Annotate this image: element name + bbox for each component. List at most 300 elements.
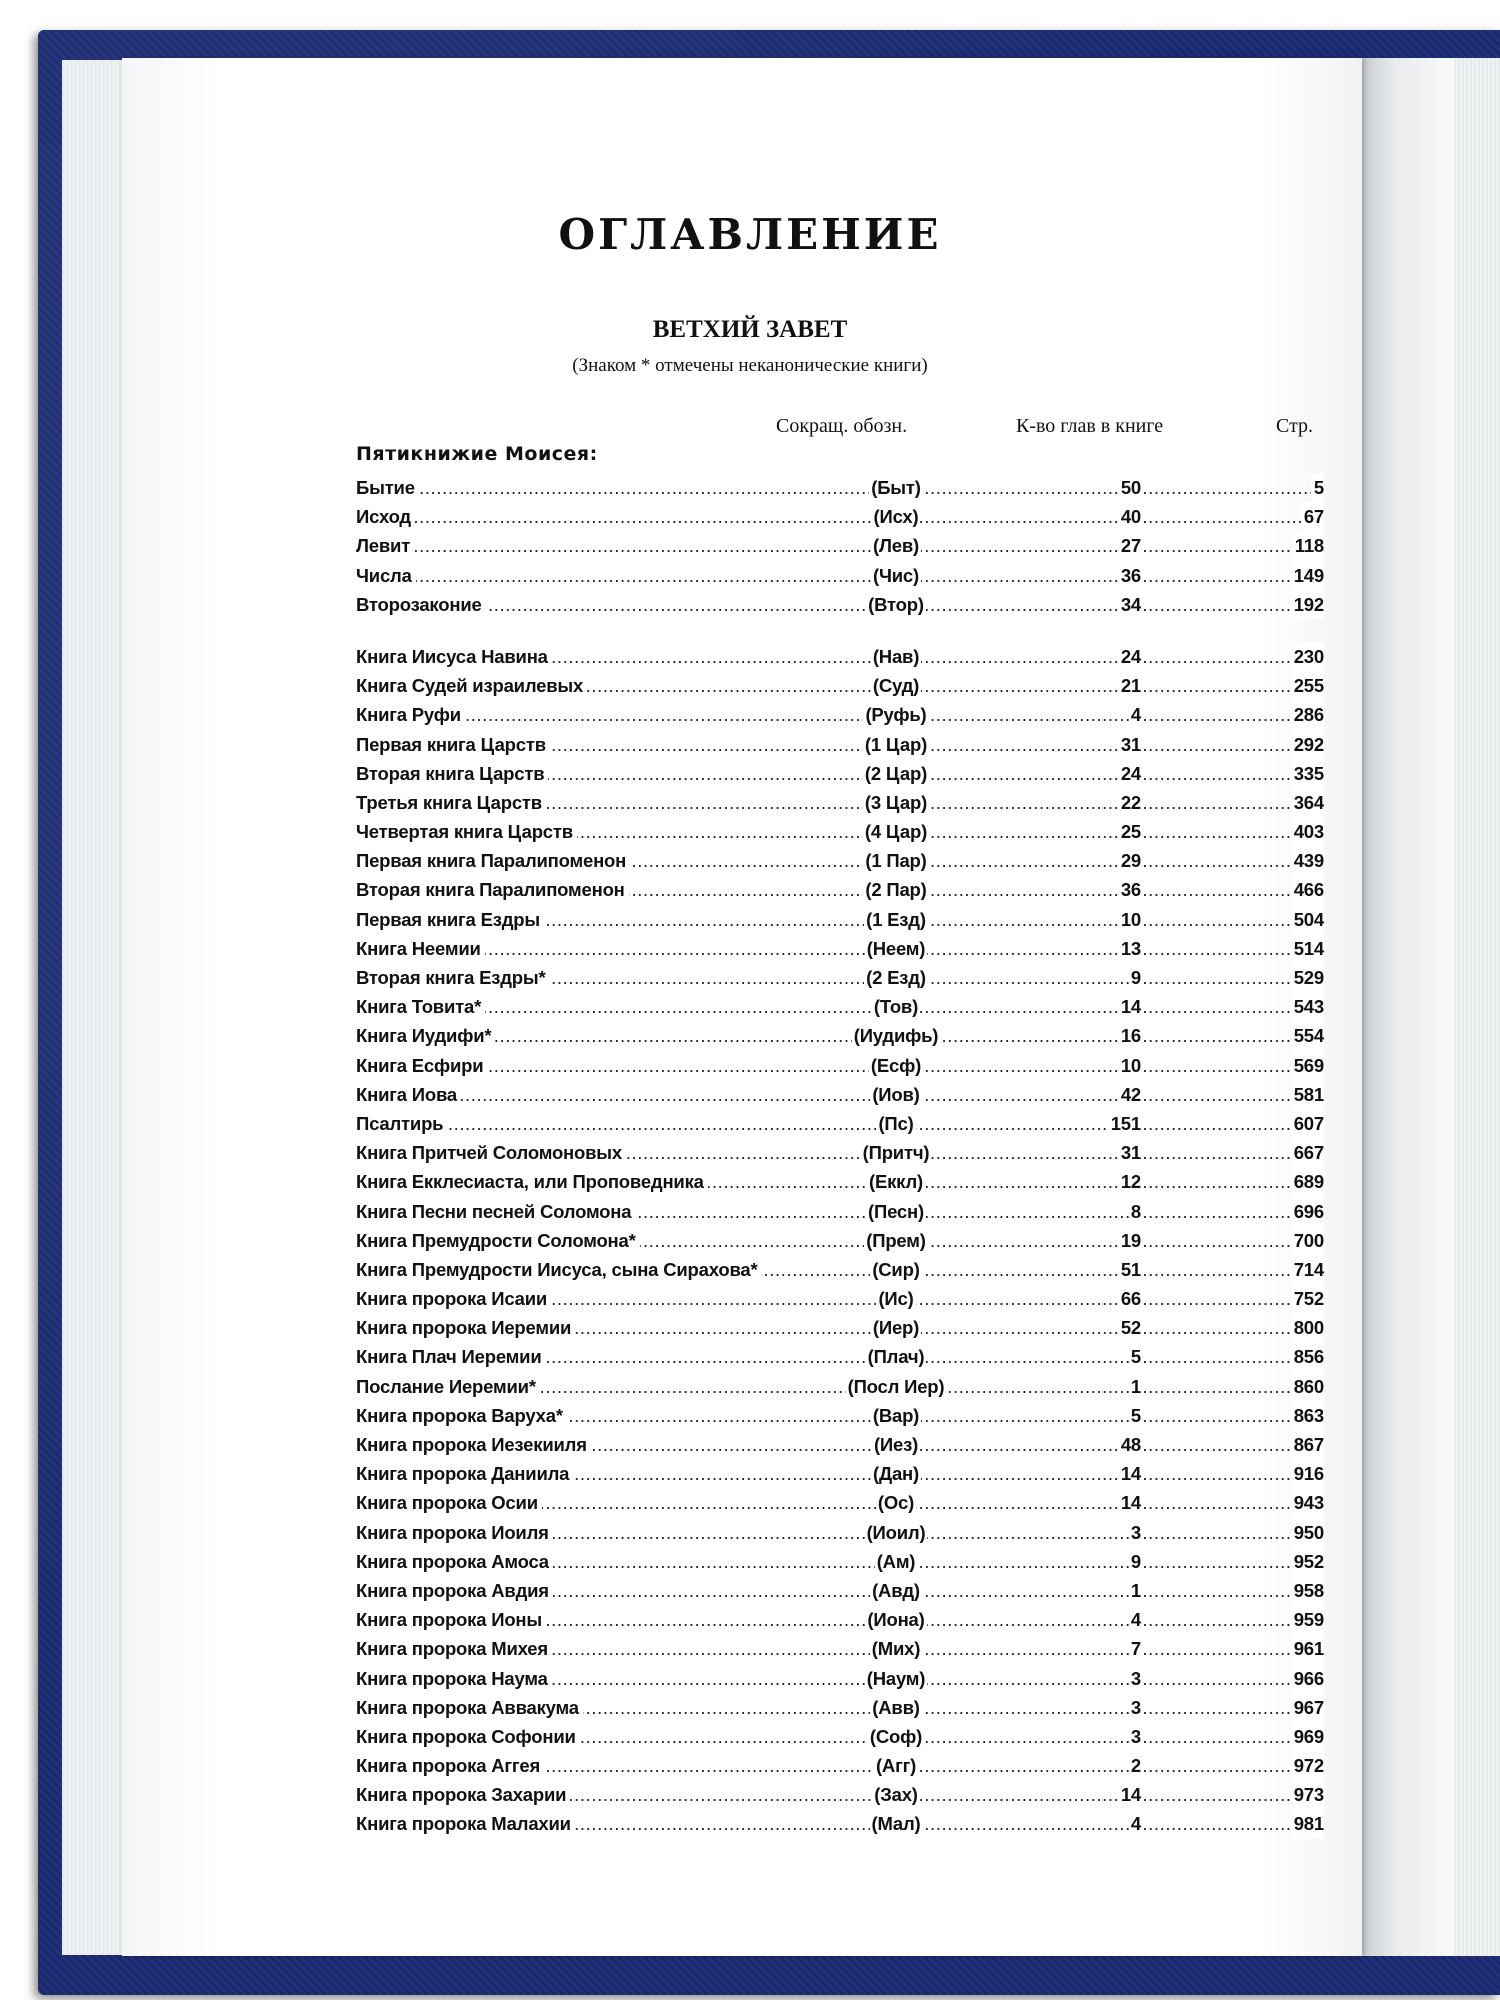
- entry-chapter-count: 14: [1120, 996, 1141, 1018]
- entry-abbr-cell: [816, 1197, 976, 1226]
- entry-chapter-count: 7: [1130, 1638, 1141, 1660]
- entry-chapter-count: 4: [1130, 704, 1141, 726]
- toc-entry[interactable]: [356, 1401, 1324, 1430]
- entry-abbreviation: (2 Езд): [866, 967, 926, 988]
- entry-book-name: Левит: [356, 531, 414, 560]
- entry-chapter-count: 24: [1120, 762, 1141, 784]
- entry-abbreviation: (Быт): [871, 477, 921, 498]
- entry-abbr-cell: [816, 905, 976, 934]
- entry-page-number: 969: [1291, 1722, 1324, 1751]
- entry-abbr-cell: [816, 759, 976, 788]
- entry-abbreviation: (Дан): [873, 1463, 919, 1485]
- entry-chapters-cell: [1078, 1605, 1143, 1634]
- entry-abbreviation: (Наум): [866, 1667, 926, 1689]
- entry-chapters-cell: [1078, 963, 1143, 992]
- entry-page-number: 856: [1291, 1342, 1324, 1371]
- entry-abbreviation: (Вар): [872, 1404, 920, 1426]
- toc-entry[interactable]: [356, 1780, 1324, 1809]
- entry-book-name: Книга пророка Авдия: [356, 1576, 553, 1605]
- entry-abbreviation: (Плач): [867, 1346, 925, 1368]
- toc-entry[interactable]: [356, 642, 1324, 671]
- entry-page-number: 916: [1291, 1459, 1324, 1488]
- entry-abbreviation: (Песн): [868, 1200, 924, 1222]
- toc-entry[interactable]: [356, 671, 1324, 700]
- entry-chapters-cell: [1078, 759, 1143, 788]
- entry-abbr-cell: [816, 1576, 976, 1605]
- entry-abbreviation: (Авд): [872, 1579, 920, 1601]
- entry-chapter-count: 40: [1120, 506, 1141, 528]
- entry-chapters-cell: [1078, 1284, 1143, 1313]
- entry-abbr-cell: [816, 1080, 976, 1109]
- entry-book-name: Книга Екклесиаста, или Проповедника: [356, 1167, 708, 1196]
- entry-page-number: 514: [1291, 934, 1324, 963]
- toc-entry[interactable]: [356, 1634, 1324, 1663]
- entry-abbreviation: (Руфь): [865, 704, 927, 726]
- entry-page-number: 364: [1291, 788, 1324, 817]
- entry-page-number: 230: [1291, 642, 1324, 671]
- entry-book-name: Книга пророка Захарии: [356, 1780, 570, 1809]
- entry-chapters-cell: [1078, 561, 1143, 590]
- entry-abbr-cell: [816, 875, 976, 904]
- entry-page-number: 943: [1291, 1488, 1324, 1517]
- entry-book-name: Книга пророка Аггея: [356, 1751, 544, 1780]
- entry-abbreviation: (Прем): [866, 1229, 926, 1251]
- entry-abbreviation: (Соф): [869, 1725, 923, 1747]
- toc-entry[interactable]: [356, 1547, 1324, 1576]
- entry-abbreviation: (Посл Иер): [847, 1375, 945, 1397]
- entry-page-number: 543: [1291, 992, 1324, 1021]
- entry-chapter-count: 1: [1130, 1579, 1141, 1601]
- entry-chapters-cell: [1078, 1518, 1143, 1547]
- entry-chapters-cell: [1078, 1780, 1143, 1809]
- entry-abbr-cell: [816, 1021, 976, 1050]
- entry-abbr-cell: [816, 531, 976, 560]
- entry-abbreviation: (Есф): [870, 1054, 922, 1076]
- entry-page-number: 752: [1291, 1284, 1324, 1313]
- entry-book-name: Книга Судей израилевых: [356, 671, 587, 700]
- entry-abbreviation: (Неем): [866, 937, 926, 959]
- entry-chapter-count: 25: [1120, 821, 1141, 843]
- entry-abbr-cell: [816, 1664, 976, 1693]
- entry-abbr-cell: [816, 1751, 976, 1780]
- entry-page-number: 867: [1291, 1430, 1324, 1459]
- entry-chapters-cell: [1078, 817, 1143, 846]
- page-title: ОГЛАВЛЕНИЕ: [558, 210, 942, 259]
- entry-chapters-cell: [1078, 905, 1143, 934]
- toc-entry[interactable]: [356, 1518, 1324, 1547]
- entry-abbreviation: (Нав): [872, 645, 920, 667]
- entry-chapters-cell: [1078, 846, 1143, 875]
- entry-book-name: Книга Есфири: [356, 1051, 487, 1080]
- entry-abbreviation: (Ис): [878, 1288, 914, 1310]
- entry-book-name: Книга пророка Исаии: [356, 1284, 551, 1313]
- entry-abbr-cell: [816, 1605, 976, 1634]
- entry-book-name: Книга пророка Даниила: [356, 1459, 573, 1488]
- entry-book-name: Третья книга Царств: [356, 788, 546, 817]
- toc-entry[interactable]: [356, 992, 1324, 1021]
- entry-chapters-cell: [1078, 1547, 1143, 1576]
- entry-abbreviation: (2 Пар): [865, 879, 927, 901]
- entry-chapter-count: 8: [1130, 1200, 1141, 1222]
- entry-abbr-cell: [816, 1430, 976, 1459]
- entry-book-name: Книга Руфи: [356, 700, 465, 729]
- entry-chapter-count: 66: [1120, 1288, 1141, 1310]
- entry-chapters-cell: [1078, 1255, 1143, 1284]
- entry-page-number: 292: [1291, 730, 1324, 759]
- toc-entry[interactable]: [356, 1576, 1324, 1605]
- toc-entry[interactable]: [356, 1051, 1324, 1080]
- toc-entry[interactable]: [356, 963, 1324, 992]
- entry-page-number: 67: [1301, 502, 1324, 531]
- entry-abbreviation: (Притч): [862, 1142, 930, 1164]
- toc-entry[interactable]: [356, 788, 1324, 817]
- entry-abbr-cell: [816, 1722, 976, 1751]
- entry-chapters-cell: [1078, 1634, 1143, 1663]
- entry-chapters-cell: [1078, 1751, 1143, 1780]
- entry-abbr-cell: [816, 1459, 976, 1488]
- entry-abbreviation: (Мал): [871, 1813, 921, 1835]
- entry-book-name: Книга Песни песней Соломона: [356, 1197, 635, 1226]
- entry-abbr-cell: [816, 561, 976, 590]
- toc-entry[interactable]: [356, 846, 1324, 875]
- entry-book-name: Книга Иудифи*: [356, 1021, 495, 1050]
- entry-chapter-count: 3: [1130, 1521, 1141, 1543]
- entry-book-name: Книга Неемии: [356, 934, 485, 963]
- toc-entry[interactable]: [356, 934, 1324, 963]
- toc-entry[interactable]: [356, 1722, 1324, 1751]
- toc-entry[interactable]: [356, 1342, 1324, 1371]
- entry-abbr-cell: [816, 502, 976, 531]
- entry-book-name: Книга пророка Софонии: [356, 1722, 580, 1751]
- toc-entry[interactable]: [356, 1459, 1324, 1488]
- entry-page-number: 860: [1291, 1372, 1324, 1401]
- canon-note: (Знаком * отмечены неканонические книги): [572, 355, 928, 376]
- entry-chapters-cell: [1078, 788, 1143, 817]
- entry-abbreviation: (Авв): [872, 1696, 920, 1718]
- toc-entry[interactable]: [356, 1109, 1324, 1138]
- entry-chapters-cell: [1078, 934, 1143, 963]
- entry-chapter-count: 9: [1130, 967, 1141, 988]
- entry-chapters-cell: [1078, 1809, 1143, 1838]
- entry-abbreviation: (Агг): [875, 1755, 917, 1777]
- entry-page-number: 981: [1291, 1809, 1324, 1838]
- entry-abbr-cell: [816, 1167, 976, 1196]
- entry-chapter-count: 14: [1120, 1492, 1141, 1514]
- entry-page-number: 149: [1291, 561, 1324, 590]
- entry-abbreviation: (Зах): [874, 1784, 918, 1806]
- entry-chapter-count: 52: [1120, 1317, 1141, 1339]
- entry-chapters-cell: [1078, 1342, 1143, 1371]
- entry-chapters-cell: [1078, 1197, 1143, 1226]
- entry-book-name: Книга пророка Иоиля: [356, 1518, 553, 1547]
- entry-book-name: Книга Иова: [356, 1080, 461, 1109]
- entry-abbreviation: (Иов): [872, 1083, 920, 1105]
- toc-entry[interactable]: [356, 502, 1324, 531]
- toc-entry[interactable]: [356, 875, 1324, 904]
- entry-book-name: Книга пророка Михея: [356, 1634, 552, 1663]
- entry-page-number: 581: [1291, 1080, 1324, 1109]
- entry-page-number: 961: [1291, 1634, 1324, 1663]
- entry-abbr-cell: [816, 788, 976, 817]
- entry-chapter-count: 10: [1120, 1054, 1141, 1076]
- entry-chapters-cell: [1078, 671, 1143, 700]
- entry-page-number: 554: [1291, 1021, 1324, 1050]
- entry-abbreviation: (Чис): [873, 564, 919, 586]
- toc-entry[interactable]: [356, 759, 1324, 788]
- toc-entry[interactable]: [356, 730, 1324, 759]
- toc-entry[interactable]: [356, 473, 1324, 502]
- entry-page-number: 958: [1291, 1576, 1324, 1605]
- entry-chapters-cell: [1078, 992, 1143, 1021]
- entry-chapter-count: 22: [1120, 791, 1141, 813]
- entry-chapters-cell: [1078, 1138, 1143, 1167]
- entry-abbr-cell: [816, 1488, 976, 1517]
- entry-page-number: 118: [1292, 531, 1324, 560]
- entry-chapters-cell: [1078, 1051, 1143, 1080]
- entry-book-name: Книга пророка Наума: [356, 1664, 552, 1693]
- entry-page-number: 952: [1291, 1547, 1324, 1576]
- entry-book-name: Четвертая книга Царств: [356, 817, 577, 846]
- entry-abbr-cell: [816, 1226, 976, 1255]
- entry-abbreviation: (2 Цар): [864, 762, 928, 784]
- toc-entry[interactable]: [356, 1255, 1324, 1284]
- entry-chapters-cell: [1078, 1080, 1143, 1109]
- entry-abbreviation: (1 Цар): [864, 733, 928, 755]
- toc-entry[interactable]: [356, 561, 1324, 590]
- entry-abbreviation: (Иона): [867, 1609, 925, 1631]
- entry-book-name: Псалтирь: [356, 1109, 447, 1138]
- entry-abbreviation: (Лев): [873, 535, 919, 557]
- toc-entry[interactable]: [356, 1693, 1324, 1722]
- toc-entry[interactable]: [356, 700, 1324, 729]
- entry-abbreviation: (Пс): [878, 1112, 914, 1134]
- entry-page-number: 967: [1291, 1693, 1324, 1722]
- entry-chapter-count: 48: [1120, 1434, 1141, 1455]
- entry-page-number: 255: [1291, 671, 1324, 700]
- entry-chapter-count: 31: [1120, 733, 1141, 755]
- entry-abbr-cell: [816, 1780, 976, 1809]
- entry-book-name: Книга пророка Иеремии: [356, 1313, 575, 1342]
- entry-chapters-cell: [1078, 1021, 1143, 1050]
- entry-page-number: 959: [1291, 1605, 1324, 1634]
- entry-chapters-cell: [1078, 1488, 1143, 1517]
- entry-book-name: Первая книга Царств: [356, 730, 550, 759]
- entry-abbr-cell: [816, 817, 976, 846]
- entry-abbreviation: (Сир): [872, 1258, 920, 1280]
- entry-book-name: Вторая книга Царств: [356, 759, 548, 788]
- entry-abbreviation: (4 Цар): [864, 821, 928, 843]
- entry-page-number: 5: [1311, 473, 1324, 502]
- entry-chapters-cell: [1078, 1664, 1143, 1693]
- entry-chapter-count: 16: [1120, 1025, 1141, 1047]
- entry-abbr-cell: [816, 1342, 976, 1371]
- entry-abbr-cell: [816, 992, 976, 1021]
- entry-page-number: 950: [1291, 1518, 1324, 1547]
- toc-entry[interactable]: [356, 817, 1324, 846]
- entry-abbr-cell: [816, 1051, 976, 1080]
- entry-chapters-cell: [1078, 1226, 1143, 1255]
- entry-abbr-cell: [816, 1138, 976, 1167]
- entry-abbr-cell: [816, 1284, 976, 1313]
- entry-abbr-cell: [816, 700, 976, 729]
- entry-book-name: Послание Иеремии*: [356, 1372, 540, 1401]
- entry-page-number: 700: [1291, 1226, 1324, 1255]
- entry-chapter-count: 36: [1120, 879, 1141, 901]
- toc-entry[interactable]: [356, 1021, 1324, 1050]
- entry-page-number: 335: [1291, 759, 1324, 788]
- entry-chapter-count: 24: [1120, 645, 1141, 667]
- entry-book-name: Книга Плач Иеремии: [356, 1342, 546, 1371]
- entry-book-name: Второзаконие: [356, 590, 486, 619]
- entry-page-number: 504: [1291, 905, 1324, 934]
- entry-chapters-cell: [1078, 700, 1143, 729]
- entry-chapter-count: 29: [1120, 850, 1141, 872]
- toc-entry[interactable]: [356, 1167, 1324, 1196]
- entry-chapter-count: 27: [1120, 535, 1141, 557]
- entry-chapter-count: 1: [1130, 1375, 1141, 1397]
- entry-page-number: 972: [1291, 1751, 1324, 1780]
- entry-page-number: 696: [1291, 1197, 1324, 1226]
- entry-abbr-cell: [816, 1372, 976, 1401]
- entry-abbreviation: (Иер): [872, 1317, 920, 1339]
- toc-entry[interactable]: [356, 1226, 1324, 1255]
- entry-abbr-cell: [816, 1809, 976, 1838]
- entry-abbreviation: (1 Езд): [866, 908, 926, 930]
- entry-abbreviation: (Втор): [868, 593, 924, 615]
- entry-abbr-cell: [816, 1634, 976, 1663]
- entry-abbreviation: (3 Цар): [864, 791, 928, 813]
- entry-page-number: 973: [1291, 1780, 1324, 1809]
- toc-entry[interactable]: [356, 1809, 1324, 1838]
- toc-entry[interactable]: [356, 1664, 1324, 1693]
- entry-book-name: Книга Иисуса Навина: [356, 642, 552, 671]
- entry-book-name: Книга Товита*: [356, 992, 485, 1021]
- entry-chapters-cell: [1078, 590, 1143, 619]
- entry-chapter-count: 3: [1130, 1667, 1141, 1689]
- entry-abbr-cell: [816, 1109, 976, 1138]
- section-label: Пятикнижие Моисея:: [356, 443, 598, 465]
- entry-abbr-cell: [816, 671, 976, 700]
- entry-book-name: Книга пророка Иезекииля: [356, 1430, 591, 1459]
- entry-chapters-cell: [1078, 1576, 1143, 1605]
- entry-book-name: Книга пророка Варуха*: [356, 1401, 567, 1430]
- toc-entry[interactable]: [356, 590, 1324, 619]
- entry-abbr-cell: [816, 1313, 976, 1342]
- entry-abbr-cell: [816, 963, 976, 992]
- entry-chapters-cell: [1078, 875, 1143, 904]
- entry-abbreviation: (Суд): [872, 675, 920, 697]
- entry-chapters-cell: [1078, 1372, 1143, 1401]
- entry-chapter-count: 21: [1120, 675, 1141, 697]
- toc-entry[interactable]: [356, 1488, 1324, 1517]
- entry-page-number: 966: [1291, 1664, 1324, 1693]
- entry-book-name: Книга пророка Осии: [356, 1488, 542, 1517]
- entry-chapter-count: 14: [1120, 1784, 1141, 1806]
- entry-chapters-cell: [1078, 1167, 1143, 1196]
- entry-page-number: 800: [1291, 1313, 1324, 1342]
- entry-book-name: Книга пророка Ионы: [356, 1605, 546, 1634]
- entry-book-name: Бытие: [356, 473, 419, 502]
- entry-abbr-cell: [816, 846, 976, 875]
- entry-abbreviation: (1 Пар): [865, 850, 927, 872]
- toc-entry[interactable]: [356, 1138, 1324, 1167]
- toc-entry[interactable]: [356, 905, 1324, 934]
- entry-abbreviation: (Мих): [871, 1638, 921, 1660]
- toc-entry[interactable]: [356, 1197, 1324, 1226]
- entry-abbr-cell: [816, 1255, 976, 1284]
- toc-entry[interactable]: [356, 1080, 1324, 1109]
- entry-chapter-count: 19: [1120, 1229, 1141, 1251]
- toc-entry[interactable]: [356, 1313, 1324, 1342]
- entry-page-number: 192: [1291, 590, 1324, 619]
- entry-chapter-count: 10: [1120, 908, 1141, 930]
- entry-chapter-count: 42: [1120, 1083, 1141, 1105]
- entry-book-name: Книга Премудрости Соломона*: [356, 1226, 640, 1255]
- entry-abbr-cell: [816, 730, 976, 759]
- entry-book-name: Книга пророка Малахии: [356, 1809, 575, 1838]
- entry-chapter-count: 3: [1130, 1725, 1141, 1747]
- toc-entry[interactable]: [356, 1284, 1324, 1313]
- entry-chapter-count: 31: [1120, 1142, 1141, 1164]
- toc-entry[interactable]: [356, 1430, 1324, 1459]
- entry-book-name: Вторая книга Ездры*: [356, 963, 549, 992]
- entry-abbreviation: (Иудифь): [853, 1025, 939, 1047]
- entry-abbr-cell: [816, 1518, 976, 1547]
- column-header-page: Стр.: [1276, 415, 1314, 437]
- toc-entry[interactable]: [356, 1751, 1324, 1780]
- entry-page-number: 466: [1291, 875, 1324, 904]
- entry-chapters-cell: [1078, 1693, 1143, 1722]
- entry-chapters-cell: [1078, 1722, 1143, 1751]
- entry-book-name: Первая книга Паралипоменон: [356, 846, 630, 875]
- entry-book-name: Исход: [356, 502, 415, 531]
- entry-page-number: 286: [1291, 700, 1324, 729]
- entry-chapter-count: 5: [1130, 1346, 1141, 1368]
- entry-book-name: Книга пророка Амоса: [356, 1547, 553, 1576]
- entry-chapters-cell: [1078, 1430, 1143, 1459]
- entry-chapter-count: 4: [1130, 1813, 1141, 1835]
- entry-chapter-count: 2: [1130, 1755, 1141, 1777]
- entry-abbr-cell: [816, 473, 976, 502]
- toc-entry[interactable]: [356, 531, 1324, 560]
- entry-abbreviation: (Тов): [873, 996, 919, 1018]
- entry-chapter-count: 36: [1120, 564, 1141, 586]
- entry-abbreviation: (Иоил): [866, 1521, 926, 1543]
- entry-abbr-cell: [816, 1401, 976, 1430]
- toc-entry[interactable]: [356, 1605, 1324, 1634]
- entry-page-number: 607: [1291, 1109, 1324, 1138]
- toc-entry[interactable]: [356, 1372, 1324, 1401]
- entry-book-name: Книга Премудрости Иисуса, сына Сирахова*: [356, 1255, 761, 1284]
- entry-abbr-cell: [816, 1547, 976, 1576]
- entry-chapters-cell: [1078, 730, 1143, 759]
- entry-page-number: 569: [1291, 1051, 1324, 1080]
- entry-page-number: 529: [1291, 963, 1324, 992]
- entry-book-name: Вторая книга Паралипоменон: [356, 875, 629, 904]
- entry-chapter-count: 5: [1130, 1404, 1141, 1426]
- column-header-abbr: Сокращ. обозн.: [776, 415, 908, 437]
- entry-abbr-cell: [816, 642, 976, 671]
- entry-chapter-count: 34: [1120, 593, 1141, 615]
- entry-page-number: 863: [1291, 1401, 1324, 1430]
- entry-abbreviation: (Ам): [876, 1550, 916, 1572]
- entry-abbreviation: (Ос): [877, 1492, 915, 1514]
- entry-page-number: 714: [1291, 1255, 1324, 1284]
- entry-abbreviation: (Еккл): [869, 1171, 923, 1193]
- entry-chapters-cell: [1078, 1109, 1143, 1138]
- entry-book-name: Числа: [356, 561, 416, 590]
- entry-chapter-count: 3: [1130, 1696, 1141, 1718]
